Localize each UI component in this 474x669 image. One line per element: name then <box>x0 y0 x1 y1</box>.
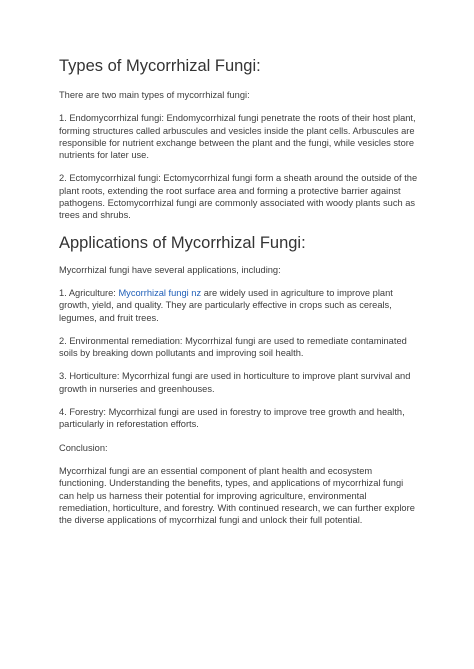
horticulture-paragraph: 3. Horticulture: Mycorrhizal fungi are used in horticulture to improve plant survival and growth in nurseries and greenhouses. <box>59 371 411 394</box>
types-intro: There are two main types of mycorrhizal fungi: <box>59 90 250 100</box>
agriculture-text: are widely used in agriculture to improve plant growth, yield, and quality. They are particularly effective in crops such as cereals, legumes, and fruit trees. <box>59 287 393 323</box>
conclusion-label: Conclusion: <box>59 442 108 453</box>
agriculture-paragraph <box>59 287 419 324</box>
forestry-paragraph: 4. Forestry: Mycorrhizal fungi are used in forestry to improve tree growth and health, particularly in reforestation efforts. <box>59 407 405 430</box>
types-heading: Types of Mycorrhizal Fungi: <box>59 57 261 75</box>
ectomycorrhizal-paragraph: 2. Ectomycorrhizal fungi: Ectomycorrhizal fungi form a sheath around the outside of the plant roots, extending the root surface area and forming a protective barrier against pathogens. Ectomycorrhizal fungi are commonly associated with woody plants such as trees and shrubs. <box>59 173 418 221</box>
applications-intro: Mycorrhizal fungi have several applications, including: <box>59 264 281 275</box>
applications-heading: Applications of Mycorrhizal Fungi: <box>59 233 306 252</box>
conclusion-paragraph: Mycorrhizal fungi are an essential component of plant health and ecosystem functioning. Understanding the benefits, types, and applications of mycorrhizal fungi can help us harness their potential for improving agriculture, environmental remediation, horticulture, and forestry. With continued research, we can further explore the diverse applications of mycorrhizal fungi and unlock their full potential. <box>59 465 415 526</box>
agriculture-label: 1. Agriculture: <box>59 287 119 298</box>
mycorrhizal-fungi-nz-link[interactable]: Mycorrhizal fungi nz <box>118 287 202 298</box>
environmental-remediation-paragraph: 2. Environmental remediation: Mycorrhizal fungi are used to remediate contaminated soils by breaking down pollutants and improving soil health. <box>59 335 407 359</box>
endomycorrhizal-paragraph: 1. Endomycorrhizal fungi: Endomycorrhizal fungi penetrate the roots of their host plant, forming structures called arbuscules and vesicles inside the plant cells. Arbuscules are responsible for nutrient exchange between the plant and the fungi, while vesicles store nutrients for later use. <box>59 113 416 161</box>
